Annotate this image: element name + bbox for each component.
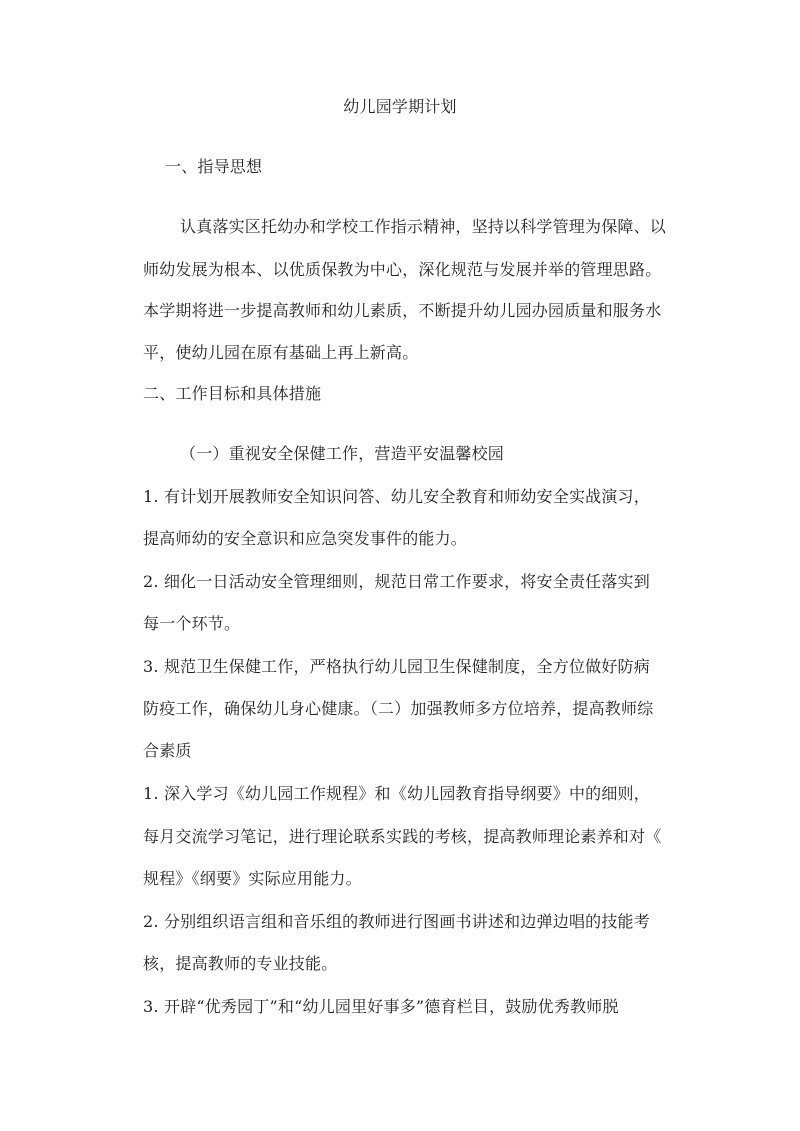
list-item-line: 3. 开辟“优秀园丁”和“幼儿园里好事多”德育栏目，鼓励优秀教师脱 [143, 997, 619, 1016]
list-item-line: 提高师幼的安全意识和应急突发事件的能力。 [143, 529, 468, 548]
list-item-line: 2. 分别组织语言组和音乐组的教师进行图画书讲述和边弹边唱的技能考 [143, 912, 650, 931]
paragraph-line: 师幼发展为根本、以优质保教为中心，深化规范与发展并举的管理思路。 [143, 260, 662, 279]
list-item-line: 2. 细化一日活动安全管理细则，规范日常工作要求，将安全责任落实到 [143, 572, 650, 591]
subsection-heading-safety: （一）重视安全保健工作，营造平安温馨校园 [180, 444, 505, 463]
list-item-line: 1. 有计划开展教师安全知识问答、幼儿安全教育和师幼安全实战演习， [143, 487, 650, 506]
section-heading-goals: 二、工作目标和具体措施 [143, 384, 322, 403]
list-item-line: 防疫工作，确保幼儿身心健康。（二）加强教师多方位培养，提高教师综 [143, 699, 654, 718]
paragraph-line: 平，使幼儿园在原有基础上再上新高。 [143, 343, 419, 362]
paragraph-line: 认真落实区托幼办和学校工作指示精神，坚持以科学管理为保障、以 [180, 217, 667, 236]
list-item-line: 3. 规范卫生保健工作，严格执行幼儿园卫生保健制度，全方位做好防病 [143, 657, 650, 676]
section-heading-guiding-thought: 一、指导思想 [165, 157, 263, 176]
list-item-line: 1. 深入学习《幼儿园工作规程》和《幼儿园教育指导纲要》中的细则， [143, 784, 650, 803]
list-item-line: 核，提高教师的专业技能。 [143, 954, 338, 973]
list-item-line: 每一个环节。 [143, 614, 241, 633]
paragraph-line: 本学期将进一步提高教师和幼儿素质，不断提升幼儿园办园质量和服务水 [143, 301, 662, 320]
list-item-line: 每月交流学习笔记，进行理论联系实践的考核，提高教师理论素养和对《 [143, 827, 662, 846]
document-title: 幼儿园学期计划 [343, 97, 457, 116]
list-item-line: 规程》《纲要》实际应用能力。 [143, 869, 362, 888]
list-item-line: 合素质 [143, 741, 192, 760]
